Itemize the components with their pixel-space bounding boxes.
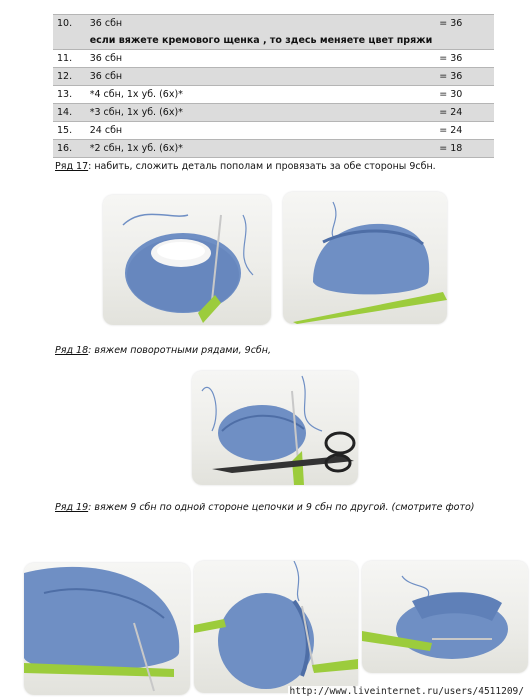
row-instruction: 36 сбн xyxy=(90,50,440,68)
row-number: 15. xyxy=(53,122,90,140)
row-number: 11. xyxy=(53,50,90,68)
source-watermark[interactable]: http://www.liveinternet.ru/users/4511209/ xyxy=(289,686,524,697)
photo-chain-side-one xyxy=(24,563,190,695)
photo-chain-side-two xyxy=(194,561,358,693)
pattern-row xyxy=(53,68,494,86)
row19-instruction xyxy=(55,502,475,513)
row19-label: Ряд 19 xyxy=(55,502,89,513)
pattern-row xyxy=(53,50,494,68)
row-instruction: *3 сбн, 1х уб. (6х)* xyxy=(90,104,440,122)
photo-stuffed-piece xyxy=(103,195,271,325)
row-stitch-count: = 36 xyxy=(439,50,494,68)
row-instruction: 36 сбн xyxy=(90,68,440,86)
row-number: 16. xyxy=(53,140,90,158)
row18-instruction xyxy=(55,345,271,356)
row-stitch-count: = 36 xyxy=(439,15,494,50)
pattern-row xyxy=(53,104,494,122)
row17-label: Ряд 17 xyxy=(55,161,89,172)
pattern-row xyxy=(53,86,494,104)
photo-folded-piece xyxy=(283,192,447,324)
row-number: 10. xyxy=(53,15,90,50)
photo-turned-rows xyxy=(192,371,358,485)
row18-label: Ряд 18 xyxy=(55,345,89,356)
row17-text: : набить, сложить деталь пополам и провязать за обе стороны 9сбн. xyxy=(88,161,436,172)
row-instruction: 24 сбн xyxy=(90,122,440,140)
row-stitch-count: = 24 xyxy=(439,122,494,140)
photo-chain-finished xyxy=(362,561,528,673)
row-instruction: *4 сбн, 1х уб. (6х)* xyxy=(90,86,440,104)
row-instruction: *2 сбн, 1х уб. (6х)* xyxy=(90,140,440,158)
row-stitch-count: = 36 xyxy=(439,68,494,86)
row-stitch-count: = 24 xyxy=(439,104,494,122)
row17-instruction xyxy=(55,161,436,172)
row-stitch-count: = 18 xyxy=(439,140,494,158)
pattern-rows-table xyxy=(53,14,494,158)
row-instruction: 36 сбн если вяжете кремового щенка , то здесь меняете цвет пряжи xyxy=(90,15,440,50)
row-stitch-count: = 30 xyxy=(439,86,494,104)
pattern-row xyxy=(53,122,494,140)
row18-text: : вяжем поворотными рядами, 9сбн, xyxy=(88,345,272,356)
pattern-row xyxy=(53,15,494,50)
pattern-row xyxy=(53,140,494,158)
row-number: 12. xyxy=(53,68,90,86)
row-number: 14. xyxy=(53,104,90,122)
row-number: 13. xyxy=(53,86,90,104)
row19-text: : вяжем 9 сбн по одной стороне цепочки и 9 сбн по другой. (смотрите фото) xyxy=(88,502,475,513)
